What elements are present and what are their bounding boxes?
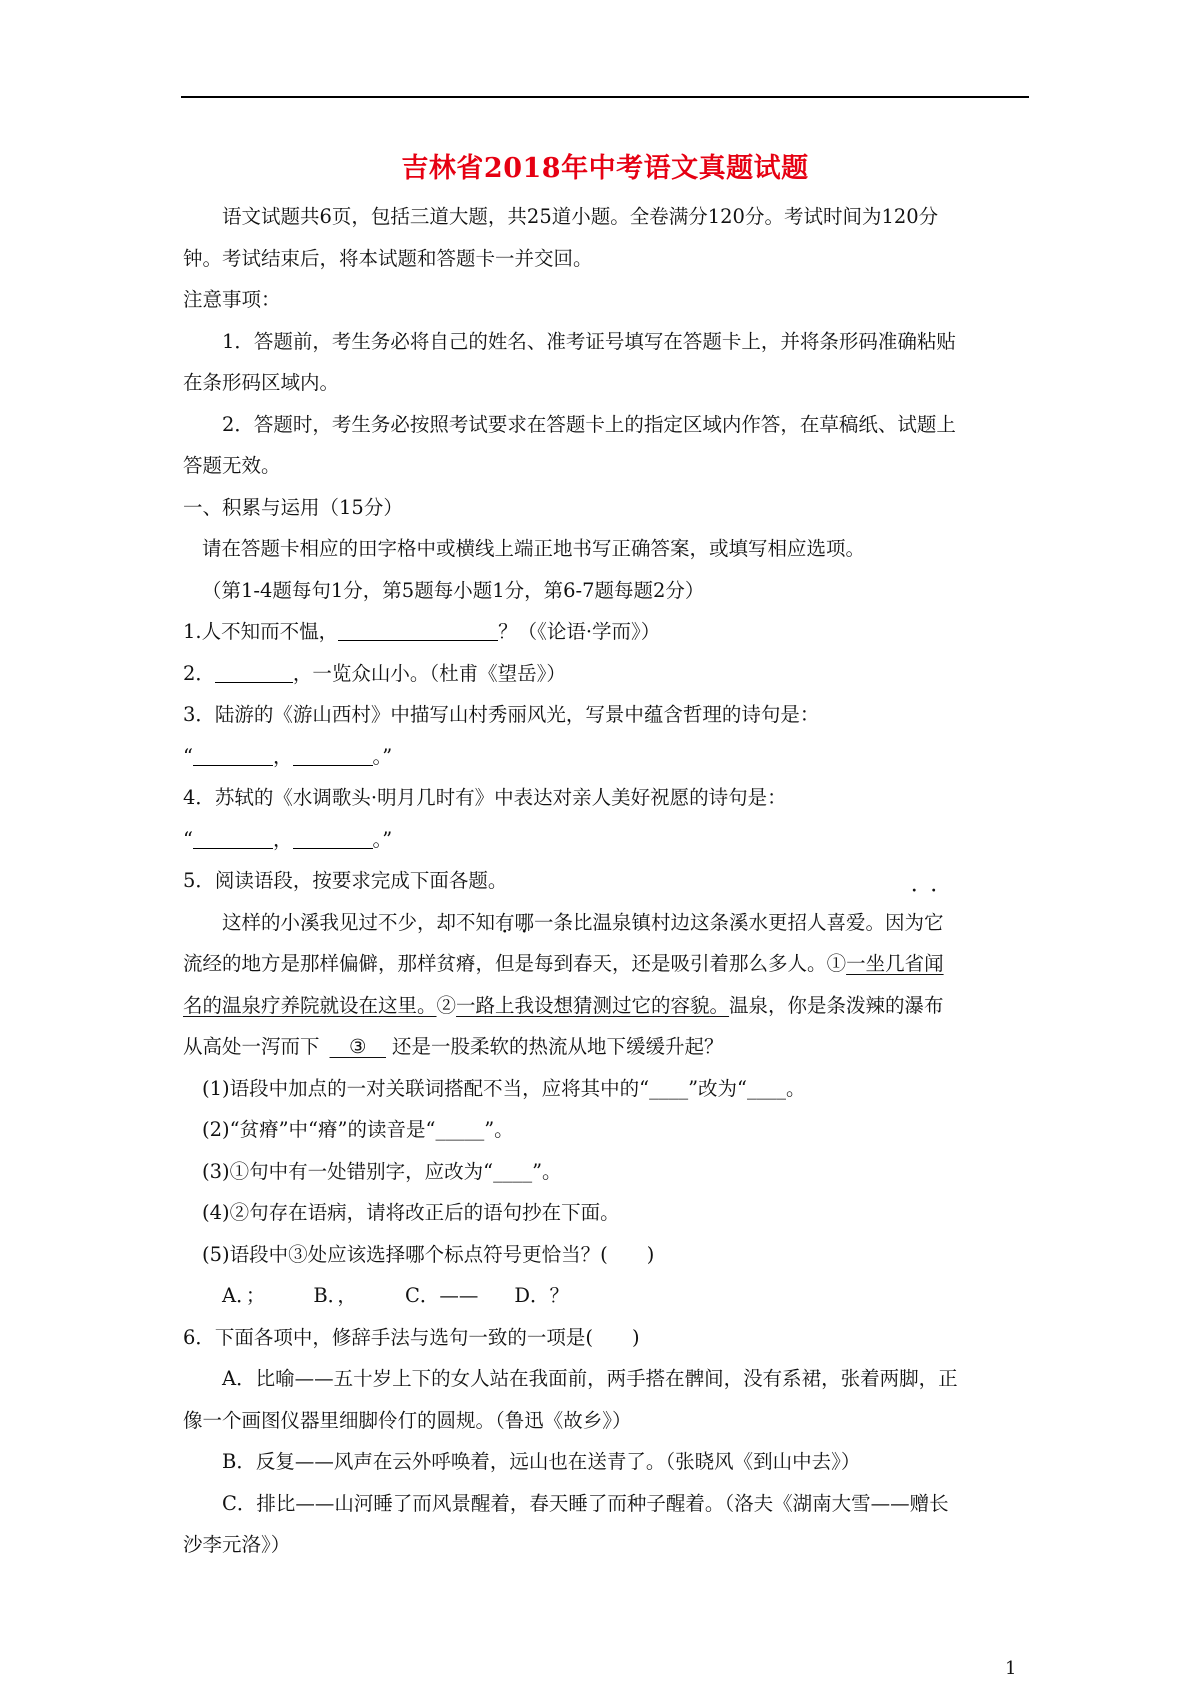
comma: ， xyxy=(272,744,293,768)
question-1 xyxy=(183,611,1023,653)
header-rule xyxy=(181,96,1029,98)
question-2-answer-blank[interactable] xyxy=(215,660,293,683)
passage-text: 流经的地方是那样偏僻，那样贫瘠， xyxy=(183,952,496,975)
question-6-option-a-line-2: 像一个画图仪器里细脚伶仃的圆规。（鲁迅《故乡》） xyxy=(183,1408,632,1432)
blank-marker: ③ xyxy=(349,1035,367,1058)
question-3-blank-2[interactable] xyxy=(293,743,373,766)
question-4-answer-line xyxy=(183,819,1023,861)
dotted-char: 是 xyxy=(514,952,535,975)
question-5-sub-5: (5)语段中③处应该选择哪个标点符号更恰当？( ) xyxy=(202,1242,655,1266)
punctuation-blank[interactable] xyxy=(330,1035,386,1058)
intro-line-2: 钟。考试结束后，将本试题和答题卡一并交回。 xyxy=(183,246,593,270)
section-1-heading: 一、积累与运用（15分） xyxy=(183,495,403,519)
option-a[interactable]: A．； xyxy=(222,1284,266,1307)
question-5-stem: 5．阅读语段，按要求完成下面各题。 xyxy=(183,869,508,892)
question-6-option-a-line-1[interactable]: A．比喻——五十岁上下的女人站在我面前，两手搭在髀间，没有系裙，张着两脚，正 xyxy=(222,1367,958,1390)
dotted-char: 但 xyxy=(495,952,515,975)
notice-item-1-line-2: 在条形码区域内。 xyxy=(183,371,340,394)
passage-line-2 xyxy=(183,943,1023,985)
close-quote: 。” xyxy=(372,827,393,851)
notice-item-1-line-1: 1．答题前，考生务必将自己的姓名、准考证号填写在答题卡上，并将条形码准确粘贴 xyxy=(222,329,956,353)
question-6-option-c-line-1[interactable]: C．排比——山河睡了而风景醒着，春天睡了而种子醒着。（洛夫《湖南大雪——赠长 xyxy=(222,1491,949,1515)
question-4-blank-2[interactable] xyxy=(293,826,373,849)
question-2 xyxy=(183,653,1023,695)
dotted-char: 为 xyxy=(904,910,925,934)
passage-text: 这样的小溪我见过不少，却不知有哪一条比温泉镇村边这条溪水更招人喜爱。 xyxy=(222,910,886,934)
notice-item-2-line-1: 2．答题时，考生务必按照考试要求在答题卡上的指定区域内作答，在草稿纸、试题上 xyxy=(222,412,956,436)
question-5-sub-2: (2)“贫瘠”中“瘠”的读音是“_____”。 xyxy=(202,1118,514,1141)
underlined-sentence: 名的温泉疗养院就设在这里。 xyxy=(183,993,437,1017)
intro-line-1: 语文试题共6页，包括三道大题，共25道小题。全卷满分120分。考试时间为120分 xyxy=(222,205,939,228)
passage-text: 还是一股柔软的热流从地下缓缓升起？ xyxy=(392,1035,724,1058)
sentence-marker: ② xyxy=(436,993,457,1017)
passage-text: 从高处一泻而下 xyxy=(183,1035,320,1058)
comma: ， xyxy=(272,827,293,851)
question-1-prefix: 1.人不知而不愠， xyxy=(183,620,339,643)
close-quote: 。” xyxy=(372,744,393,768)
option-d[interactable]: D．？ xyxy=(514,1284,569,1307)
open-quote: “ xyxy=(183,827,193,851)
passage-line-4 xyxy=(183,1026,1023,1068)
open-quote: “ xyxy=(183,744,193,768)
document-body xyxy=(183,196,1023,1566)
question-6-option-c-line-2: 沙李元洛》） xyxy=(183,1533,291,1556)
section-1-instruction: 请在答题卡相应的田字格中或横线上端正地书写正确答案，或填写相应选项。 xyxy=(202,537,866,560)
question-3-stem: 3．陆游的《游山西村》中描写山村秀丽风光，写景中蕴含哲理的诗句是： xyxy=(183,703,820,726)
question-3-answer-line xyxy=(183,736,1023,778)
question-6-stem: 6．下面各项中，修辞手法与选句一致的一项是( ) xyxy=(183,1325,640,1349)
question-4-blank-1[interactable] xyxy=(193,826,273,849)
question-5-sub-4: (4)②句存在语病，请将改正后的语句抄在下面。 xyxy=(202,1201,620,1224)
passage-line-1 xyxy=(183,902,1023,944)
option-c[interactable]: C．—— xyxy=(404,1284,479,1307)
question-1-answer-blank[interactable] xyxy=(338,618,498,641)
passage-text: 每到春天，还是吸引着那么多人。 xyxy=(534,952,827,975)
underlined-sentence: 一路上我设想猜测过它的容貌。 xyxy=(456,993,730,1017)
underlined-sentence: 一坐几省闻 xyxy=(846,952,944,975)
question-2-suffix: ，一览众山小。（杜甫《望岳》） xyxy=(292,661,566,685)
page-number: 1 xyxy=(1005,1658,1017,1679)
question-5-sub-1: (1)语段中加点的一对关联词搭配不当，应将其中的“____”改为“____。 xyxy=(202,1076,806,1100)
passage-line-3 xyxy=(183,985,1023,1027)
page-title: 吉林省2018年中考语文真题试题 xyxy=(401,153,809,184)
question-4-stem: 4．苏轼的《水调歌头·明月几时有》中表达对亲人美好祝愿的诗句是： xyxy=(183,786,787,809)
question-2-prefix: 2． xyxy=(183,661,215,685)
question-5-sub-3: (3)①句中有一处错别字，应改为“____”。 xyxy=(202,1159,562,1183)
question-3-blank-1[interactable] xyxy=(193,743,273,766)
notice-heading: 注意事项： xyxy=(183,288,281,311)
dotted-char: 因 xyxy=(885,910,905,934)
passage-text: 温泉，你是条泼辣的瀑布 xyxy=(729,993,944,1017)
question-6-option-b[interactable]: B．反复——风声在云外呼唤着，远山也在送青了。（张晓风《到山中去》） xyxy=(222,1450,861,1473)
question-5-options xyxy=(183,1275,1023,1317)
sentence-marker: ① xyxy=(826,952,847,975)
notice-item-2-line-2: 答题无效。 xyxy=(183,454,281,477)
question-1-suffix: ？（《论语·学而》） xyxy=(498,620,661,643)
section-1-scoring: （第1-4题每句1分，第5题每小题1分，第6-7题每题2分） xyxy=(202,578,705,602)
option-b[interactable]: B．， xyxy=(313,1284,357,1307)
passage-text: 它 xyxy=(924,910,944,934)
